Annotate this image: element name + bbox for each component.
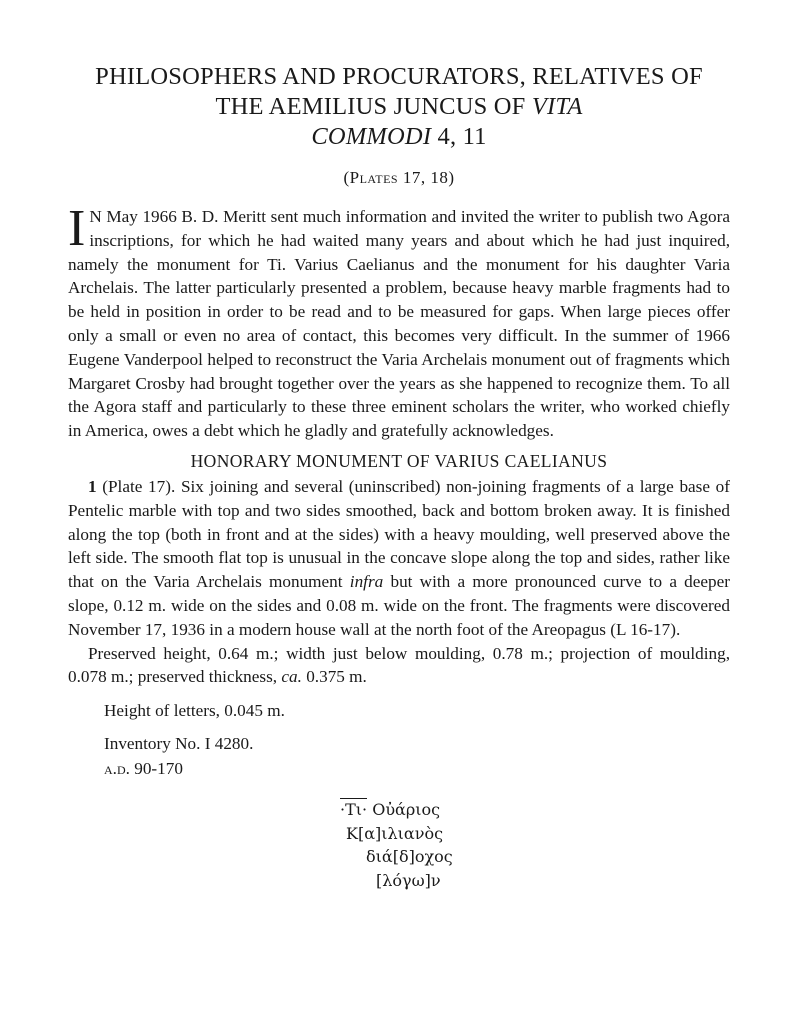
measurements-paragraph (68, 642, 730, 690)
intro-paragraph (68, 200, 730, 443)
greek-inscription (340, 798, 453, 892)
inscription-line-3: διά[δ]οχος (366, 847, 453, 866)
section-heading: HONORARY MONUMENT OF VARIUS CAELIANUS (190, 450, 608, 471)
intro-text: N May 1966 B. D. Meritt sent much information and invited the writer to publish two Agora inscriptions, for which he had waited many years and about which he had just inquired, namely the monument for Ti. Varius Caelianus and the monument for his daughter Varia Archelais. The latter particularly presented a problem, because heavy marble fragments had to be held in position in order to be read and to be measured for gaps. When large pieces offer only a small or even no area of contact, this becomes very difficult. In the summer of 1966 Eugene Vanderpool helped to reconstruct the Varia Archelais monument out of fragments which Margaret Crosby had brought together over the years as she happened to recognize them. To all the Agora staff and particularly to these three eminent scholars the writer, who worked chiefly in America, owes a debt which he gladly and gratefully acknowledges. (68, 207, 730, 441)
entry-text-a: (Plate 17). Six joining and several (uninscribed) non-joining fragments of a large base of Pentelic marble with top and two sides smoothed, back and bottom broken away. It is finished along the top (both in front and at the sides) with a heavy moulding, well preserved above the left side. The smooth flat top is unusual in the concave slope along the top and sides, rather like that on the Varia Archelais monument (68, 476, 730, 592)
inscription-line-1-rest: Οὐάριος (367, 800, 441, 819)
date-era: a.d. (104, 759, 130, 779)
entry-description (68, 475, 730, 642)
drop-cap: I (68, 200, 86, 257)
letter-height: Height of letters, 0.045 m. (104, 701, 285, 721)
plates-numbers: 17, 18) (398, 168, 455, 187)
title-line-2-italic: VITA (531, 93, 583, 120)
plates-label: Plates (349, 168, 399, 187)
inscription-line-4: [λόγω]ν (376, 870, 441, 890)
title-line-1: PHILOSOPHERS AND PROCURATORS, RELATIVES OF (95, 63, 703, 90)
inventory-number: Inventory No. I 4280. (104, 734, 254, 754)
date-range (68, 759, 730, 779)
entry-text-italic: infra (349, 572, 384, 592)
title-line-2-prefix: THE AEMILIUS JUNCUS OF (215, 93, 532, 120)
inscription-line-2: Κ[α]ιλιανὸς (346, 823, 444, 843)
inscription-abbreviation: ·Τι· (340, 800, 368, 819)
entry-text-b: but with a more pronounced curve to a deeper slope, 0.12 m. wide on the sides and 0.08 m. wide on the front. The fragments were discovered November 17, 1936 in a modern house wall at the north foot of the Areopagus (L 16-17). (68, 572, 730, 639)
plates-reference (68, 168, 730, 188)
measurements-italic: ca. (281, 667, 302, 687)
plates-open: ( (343, 168, 350, 187)
page (68, 62, 730, 779)
inscription-line-1 (340, 798, 453, 822)
article-title (68, 62, 730, 152)
title-line-3-italic: COMMODI (311, 123, 432, 150)
entry-number: 1 (88, 476, 97, 496)
measurements-text-a: Preserved height, 0.64 m.; width just below moulding, 0.78 m.; projection of moulding, 0.078 m.; preserved thickness, (68, 643, 730, 687)
title-line-3-suffix: 4, 11 (431, 123, 487, 150)
measurements-text-b: 0.375 m. (301, 667, 367, 687)
date-years: 90-170 (129, 759, 183, 779)
